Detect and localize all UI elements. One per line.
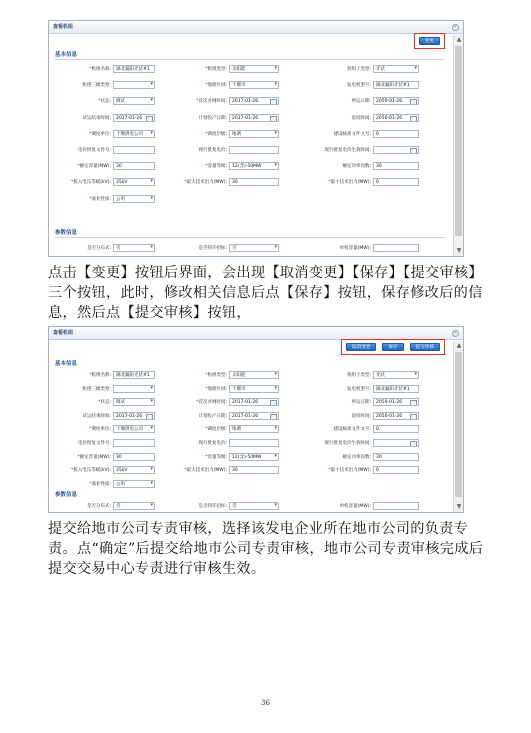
field-label-text: 商业性质: xyxy=(91,196,111,202)
field-input[interactable]: 30 xyxy=(373,453,419,461)
form-field xyxy=(167,437,279,449)
field-label-text: 机组子类型: xyxy=(346,67,371,72)
field-input[interactable] xyxy=(113,439,155,447)
button-bar xyxy=(341,339,445,355)
form-field xyxy=(167,242,279,254)
submit-review-button[interactable]: 提交审核 xyxy=(410,343,440,351)
field-label xyxy=(291,426,371,432)
field-label-text: 机组类型: xyxy=(207,373,227,378)
form-field xyxy=(49,128,155,140)
form-row xyxy=(49,176,455,188)
field-label-text: 建设核准文件文号: xyxy=(333,427,371,433)
required-mark: * xyxy=(205,386,208,392)
field-label-text: 是否分布式: xyxy=(86,246,111,251)
form-field xyxy=(167,369,279,381)
form-field xyxy=(49,369,155,381)
form-row xyxy=(49,383,455,395)
field-label-text: 试运结束时间: xyxy=(82,115,111,121)
field-label-text: 首次并网时间: xyxy=(198,400,227,406)
field-label xyxy=(167,147,227,153)
form-row xyxy=(49,410,455,422)
scroll-up-icon[interactable]: ▲ xyxy=(456,36,462,43)
field-select[interactable]: 太阳能 ▾ xyxy=(229,371,279,379)
form-row xyxy=(49,144,455,156)
form-row xyxy=(49,423,455,435)
field-label xyxy=(49,413,111,419)
field-label xyxy=(49,179,111,185)
field-label-text: 试运结束时间: xyxy=(82,413,111,419)
field-label xyxy=(49,196,111,202)
section-basic-info: 基本信息 xyxy=(55,361,78,367)
required-mark: * xyxy=(196,99,199,105)
screenshot-after-change xyxy=(48,326,464,513)
required-mark: * xyxy=(328,468,331,474)
required-mark: * xyxy=(205,83,208,89)
field-label xyxy=(167,372,227,378)
form-field xyxy=(167,176,279,188)
field-label-text: 是否特许招标: xyxy=(198,246,227,251)
field-label xyxy=(291,245,371,251)
field-label xyxy=(167,467,227,473)
field-label xyxy=(291,147,371,153)
field-label-text: 最大技术出力(MW): xyxy=(186,180,227,186)
form-field xyxy=(291,128,419,140)
form-field xyxy=(49,396,155,408)
section-param-info: 参数信息 xyxy=(55,228,445,238)
required-mark: * xyxy=(98,99,101,105)
screenshot-before-change xyxy=(48,20,464,257)
field-date[interactable] xyxy=(373,439,419,447)
field-label-text: 首次并网时间: xyxy=(198,99,227,105)
field-label-text: 是否特许招标: xyxy=(198,504,227,509)
field-select[interactable]: 光伏 ▾ xyxy=(373,65,419,73)
required-mark: * xyxy=(184,468,187,474)
required-mark: * xyxy=(205,373,208,378)
field-label xyxy=(49,245,111,251)
required-mark: * xyxy=(71,468,74,474)
form-field xyxy=(49,423,155,435)
field-input[interactable] xyxy=(373,502,419,510)
field-label-text: 电价批复文件号: xyxy=(77,441,111,446)
field-label-text: 电价批复文件号: xyxy=(77,148,111,153)
field-label-text: 容量等级: xyxy=(207,164,227,170)
field-label xyxy=(291,467,371,473)
field-label-text: 最小技术出力(MW): xyxy=(330,468,371,474)
field-select[interactable]: 调试 ▾ xyxy=(113,97,155,105)
field-date[interactable]: 2017-01-26 xyxy=(113,114,155,122)
field-label xyxy=(291,163,371,169)
form-field xyxy=(49,383,155,395)
form-field xyxy=(49,193,155,205)
form-field xyxy=(291,396,419,408)
required-mark: * xyxy=(77,454,80,460)
required-mark: * xyxy=(205,427,208,433)
field-label-text: 机组三级类型: xyxy=(82,83,111,89)
field-date[interactable]: 2017-01-26 xyxy=(229,114,279,122)
form-field xyxy=(49,160,155,172)
field-select[interactable]: 太阳能 ▾ xyxy=(229,65,279,73)
field-label-text: 调度层级: xyxy=(207,131,227,137)
required-mark: * xyxy=(71,180,74,186)
field-label xyxy=(167,503,227,509)
field-input[interactable] xyxy=(229,146,279,154)
field-date[interactable] xyxy=(373,146,419,154)
instruction-paragraph-2: 提交给地市公司专责审核，选择该发电企业所在地市公司的负责专责。点“确定”后提交给地市公司专责审核，地市公司专责审核完成后提交交易中心专责进行审核生效。 xyxy=(48,521,484,577)
field-input[interactable]: 0 xyxy=(373,425,419,433)
form-field xyxy=(291,369,419,381)
field-select[interactable]: 公用 ▾ xyxy=(113,480,155,488)
field-label-text: 发电机型号: xyxy=(346,386,371,392)
form-field xyxy=(291,144,419,156)
field-input[interactable] xyxy=(113,146,155,154)
field-label-text: 退役时间: xyxy=(351,413,371,419)
form-row xyxy=(49,79,455,91)
form-field xyxy=(49,437,155,449)
field-label xyxy=(167,413,227,419)
close-icon[interactable]: × xyxy=(453,24,458,30)
field-label-text: 是否分布式: xyxy=(86,504,111,509)
field-input[interactable]: 0 xyxy=(373,466,419,474)
form-row xyxy=(49,437,455,449)
field-label-text: 单机容量(MW): xyxy=(339,504,371,509)
field-label-text: 单机容量(MW): xyxy=(339,246,371,251)
field-label xyxy=(167,163,227,169)
close-icon[interactable]: × xyxy=(453,330,458,336)
scroll-down-icon[interactable]: ▼ xyxy=(456,503,462,510)
field-label xyxy=(49,66,111,72)
field-select[interactable]: 12(含)-50MW ▾ xyxy=(229,162,279,170)
field-label xyxy=(49,454,111,460)
field-input[interactable]: 湖北襄阳光伏#1 xyxy=(113,371,155,379)
section-param-info: 参数信息 xyxy=(55,492,78,498)
form-field xyxy=(167,95,279,107)
field-input[interactable]: 0 xyxy=(373,130,419,138)
form-field xyxy=(167,160,279,172)
field-label-text: 机组类型: xyxy=(207,67,227,72)
field-label xyxy=(291,413,371,419)
form-field xyxy=(167,451,279,463)
field-label-text: 调度单位: xyxy=(91,427,111,433)
field-date[interactable]: 2050-01-26 xyxy=(373,97,419,105)
field-input[interactable]: 湖北襄阳光伏#1 xyxy=(373,385,419,393)
field-label xyxy=(291,440,371,446)
field-label xyxy=(291,115,371,121)
field-label-text: 容量等级: xyxy=(207,454,227,460)
required-mark: * xyxy=(89,481,92,487)
form-field xyxy=(167,464,279,476)
field-label-text: 机组子类型: xyxy=(346,373,371,378)
field-label xyxy=(291,179,371,185)
required-mark: * xyxy=(196,400,199,406)
field-select[interactable]: 光伏 ▾ xyxy=(373,371,419,379)
field-label-text: 额定功率因数: xyxy=(342,164,371,170)
form-field xyxy=(291,410,419,422)
form-field xyxy=(49,242,155,254)
field-label xyxy=(49,147,111,153)
field-label-text: 调度层级: xyxy=(207,427,227,433)
field-label-text: 停运日期: xyxy=(351,99,371,105)
field-label xyxy=(49,386,111,392)
field-label xyxy=(49,503,111,509)
form-field xyxy=(49,410,155,422)
field-date[interactable]: 2017-01-26 xyxy=(113,412,155,420)
form-field xyxy=(49,112,155,124)
field-label-text: 额定功率因数: xyxy=(342,454,371,460)
field-label-text: 地理区域: xyxy=(207,83,227,89)
field-label-text: 计划投产日期: xyxy=(198,413,227,419)
field-select[interactable]: 35kV ▾ xyxy=(113,466,155,474)
field-label xyxy=(49,115,111,121)
field-select[interactable]: 否 ▾ xyxy=(113,502,155,510)
field-input[interactable]: 30 xyxy=(113,453,155,461)
field-date[interactable]: 2050-01-26 xyxy=(373,412,419,420)
field-select[interactable]: 调试 ▾ xyxy=(113,398,155,406)
field-label-text: 发电机型号: xyxy=(346,83,371,89)
field-label-text: 额定容量(MW): xyxy=(79,164,111,170)
field-select[interactable]: 地调 ▾ xyxy=(229,425,279,433)
field-label-text: 退役时间: xyxy=(351,115,371,121)
form-row xyxy=(49,193,455,205)
field-label-text: 停运日期: xyxy=(351,400,371,406)
form-field xyxy=(291,242,419,254)
required-mark: * xyxy=(205,131,208,137)
form-field xyxy=(167,128,279,140)
form-row xyxy=(49,451,455,463)
form-field xyxy=(49,95,155,107)
field-label xyxy=(291,131,371,137)
field-label xyxy=(167,440,227,446)
button-bar xyxy=(414,33,445,49)
field-date[interactable]: 2050-01-26 xyxy=(373,398,419,406)
form-field xyxy=(167,383,279,395)
form-field xyxy=(291,79,419,91)
form-field xyxy=(49,144,155,156)
section-basic-info: 基本信息 xyxy=(55,50,445,60)
form-row xyxy=(49,500,455,512)
field-label-text: 机组名称: xyxy=(91,67,111,72)
field-label-text: 机组三级类型: xyxy=(82,386,111,392)
field-select[interactable]: 十堰市 ▾ xyxy=(229,385,279,393)
instruction-paragraph-1: 点击【变更】按钮后界面，会出现【取消变更】【保存】【提交审核】三个按钮，此时，修改相关信息后点【保存】按钮，保存修改后的信息，然后点【提交审核】按钮， xyxy=(48,265,483,321)
field-label xyxy=(167,66,227,72)
form-field xyxy=(291,437,419,449)
field-input[interactable]: 湖北襄阳光伏#1 xyxy=(373,81,419,89)
field-label xyxy=(291,66,371,72)
page-number: 36 xyxy=(261,699,270,707)
field-select[interactable]: 十堰市 ▾ xyxy=(229,81,279,89)
field-label xyxy=(49,372,111,378)
field-input[interactable]: 0 xyxy=(373,178,419,186)
field-select[interactable]: 35kV ▾ xyxy=(113,178,155,186)
field-label xyxy=(291,386,371,392)
form-field xyxy=(291,423,419,435)
required-mark: * xyxy=(184,180,187,186)
field-input[interactable]: 30 xyxy=(373,162,419,170)
form-row xyxy=(49,242,455,254)
field-label xyxy=(167,454,227,460)
field-input[interactable]: 30 xyxy=(113,162,155,170)
form-row xyxy=(49,396,455,408)
form-field xyxy=(291,160,419,172)
field-label-text: 接入电压等级(kV): xyxy=(73,468,111,474)
field-input[interactable] xyxy=(229,439,279,447)
form-field xyxy=(291,500,419,512)
form-field xyxy=(49,176,155,188)
required-mark: * xyxy=(205,164,208,170)
form-row xyxy=(49,369,455,381)
form-field xyxy=(291,95,419,107)
form-field xyxy=(167,112,279,124)
field-label xyxy=(49,82,111,88)
field-label-text: 状态: xyxy=(100,99,111,105)
scroll-up-icon[interactable]: ▲ xyxy=(456,342,462,349)
field-label-text: 额定容量(MW): xyxy=(79,454,111,460)
field-label xyxy=(49,440,111,446)
scroll-thumb[interactable] xyxy=(455,46,462,236)
form-field xyxy=(167,144,279,156)
field-label xyxy=(167,82,227,88)
field-select[interactable]: 公用 ▾ xyxy=(113,195,155,203)
field-date[interactable]: 2017-01-26 xyxy=(229,97,279,105)
field-label-text: 现行批复电价: xyxy=(198,441,227,446)
scroll-down-icon[interactable]: ▼ xyxy=(456,247,462,254)
field-select[interactable]: 十堰供电公司 ▾ xyxy=(113,425,155,433)
form-field xyxy=(49,451,155,463)
field-label xyxy=(291,503,371,509)
field-select[interactable]: 否 ▾ xyxy=(229,244,279,252)
cancel-change-button[interactable]: 取消变更 xyxy=(346,343,376,351)
field-label xyxy=(291,98,371,104)
field-label xyxy=(291,454,371,460)
field-date[interactable]: 2017-01-26 xyxy=(229,412,279,420)
field-label xyxy=(291,372,371,378)
form-field xyxy=(167,410,279,422)
field-label xyxy=(167,245,227,251)
field-label xyxy=(167,426,227,432)
form-field xyxy=(167,500,279,512)
form-field xyxy=(49,500,155,512)
field-label-text: 地理区域: xyxy=(207,386,227,392)
field-input[interactable] xyxy=(373,244,419,252)
field-label-text: 接入电压等级(kV): xyxy=(73,180,111,186)
required-mark: * xyxy=(205,67,208,72)
required-mark: * xyxy=(77,164,80,170)
field-label xyxy=(291,82,371,88)
required-mark: * xyxy=(89,196,92,202)
form-row xyxy=(49,478,455,490)
scroll-thumb[interactable] xyxy=(455,352,462,497)
form-field xyxy=(167,423,279,435)
field-label xyxy=(49,131,111,137)
required-mark: * xyxy=(89,67,92,72)
field-date[interactable]: 2017-01-26 xyxy=(229,398,279,406)
field-label xyxy=(49,98,111,104)
field-select[interactable]: 否 ▾ xyxy=(113,244,155,252)
field-select[interactable] xyxy=(113,81,155,89)
form-field xyxy=(291,112,419,124)
field-label-text: 最大技术出力(MW): xyxy=(186,468,227,474)
field-label xyxy=(167,179,227,185)
window-title: 查看机组 xyxy=(49,21,463,34)
form-field xyxy=(49,464,155,476)
field-label xyxy=(49,426,111,432)
form-field xyxy=(291,451,419,463)
field-input[interactable]: 30 xyxy=(229,178,279,186)
required-mark: * xyxy=(89,373,92,378)
field-input[interactable]: 湖北襄阳光伏#1 xyxy=(113,65,155,73)
field-label-text: 商业性质: xyxy=(91,481,111,487)
field-select[interactable]: 12(含)-50MW ▾ xyxy=(229,453,279,461)
field-label xyxy=(167,399,227,405)
form-row xyxy=(49,95,455,107)
field-label xyxy=(49,481,111,487)
field-label xyxy=(49,399,111,405)
field-label-text: 机组名称: xyxy=(91,373,111,378)
form-row xyxy=(49,160,455,172)
form-field xyxy=(291,63,419,75)
field-label-text: 状态: xyxy=(100,400,111,406)
field-label xyxy=(167,115,227,121)
field-select[interactable]: 否 ▾ xyxy=(229,502,279,510)
field-date[interactable]: 2050-01-26 xyxy=(373,114,419,122)
field-select[interactable]: 地调 ▾ xyxy=(229,130,279,138)
field-label-text: 调度单位: xyxy=(91,131,111,137)
form-field xyxy=(291,464,419,476)
form-field xyxy=(291,176,419,188)
required-mark: * xyxy=(89,427,92,433)
form-row xyxy=(49,112,455,124)
field-label-text: 计划投产日期: xyxy=(198,115,227,121)
form-field xyxy=(49,478,155,490)
field-label-text: 现行批复电价: xyxy=(198,148,227,153)
save-button[interactable]: 保存 xyxy=(382,343,403,351)
required-mark: * xyxy=(328,180,331,186)
required-mark: * xyxy=(205,454,208,460)
field-label xyxy=(291,399,371,405)
field-label xyxy=(49,467,111,473)
field-label-text: 建设核准文件文号: xyxy=(333,131,371,137)
field-label xyxy=(49,163,111,169)
form-field xyxy=(167,79,279,91)
change-button[interactable]: 变更 xyxy=(419,37,440,45)
required-mark: * xyxy=(98,400,101,406)
field-label-text: 现行批复电价生效时间: xyxy=(324,148,371,153)
field-label-text: 最小技术出力(MW): xyxy=(330,180,371,186)
field-label xyxy=(167,98,227,104)
form-field xyxy=(49,63,155,75)
required-mark: * xyxy=(89,131,92,137)
form-row xyxy=(49,128,455,140)
form-field xyxy=(49,79,155,91)
field-label-text: 现行批复电价生效时间: xyxy=(324,441,371,446)
form-field xyxy=(291,383,419,395)
field-label xyxy=(167,131,227,137)
form-row xyxy=(49,63,455,75)
form-field xyxy=(167,63,279,75)
form-row xyxy=(49,464,455,476)
field-select[interactable] xyxy=(113,385,155,393)
field-select[interactable]: 十堰供电公司 ▾ xyxy=(113,130,155,138)
field-label xyxy=(167,386,227,392)
window-title: 查看机组 xyxy=(49,327,463,340)
field-input[interactable]: 30 xyxy=(229,466,279,474)
form-field xyxy=(167,396,279,408)
